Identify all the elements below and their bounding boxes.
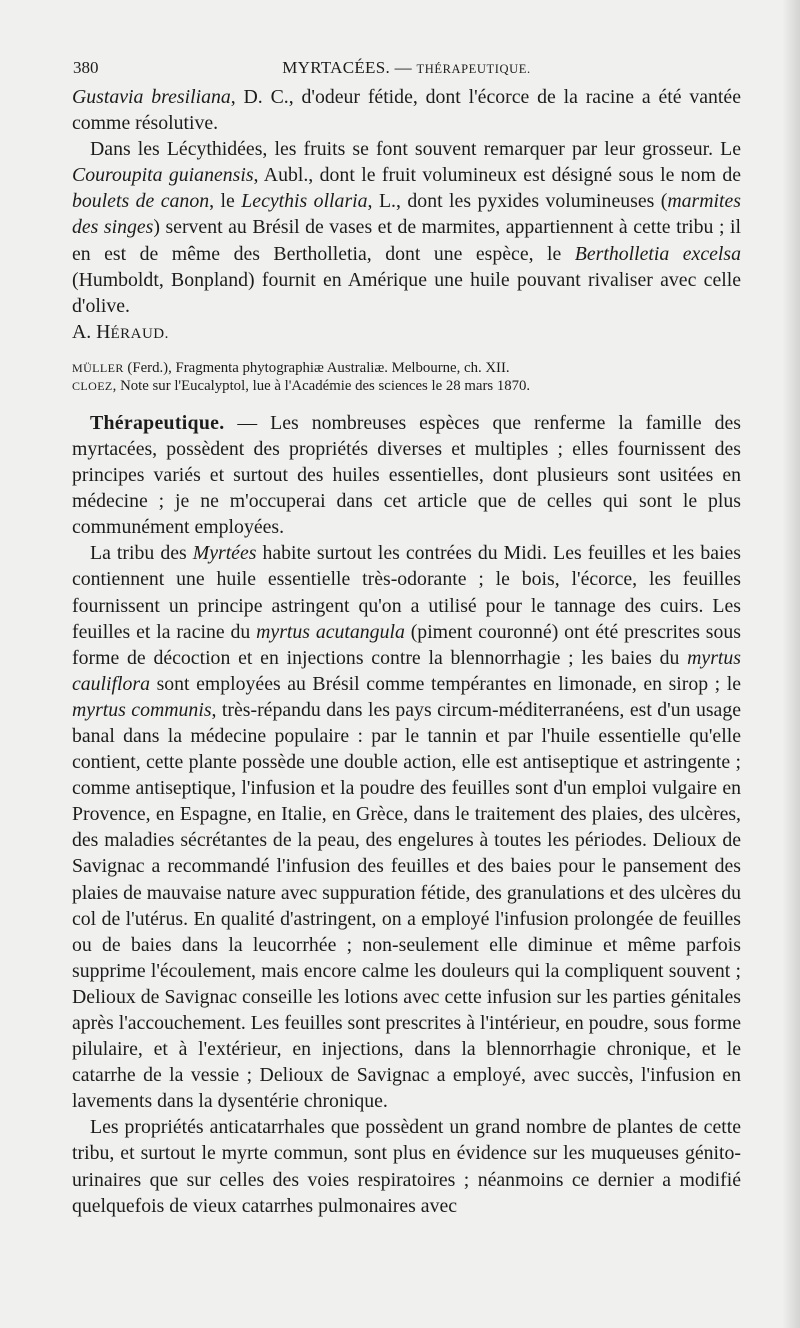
reference-text: (Ferd.), Fragmenta phytographiæ Australiæ. Melbourne, ch. XII. (123, 359, 510, 376)
signature-initial: A. H (72, 320, 111, 343)
running-header (73, 58, 740, 82)
common-name: boulets de canon (72, 190, 210, 213)
paragraph-therapeutique-intro (72, 410, 741, 540)
running-title-section: THÉRAPEUTIQUE. (416, 62, 531, 76)
page-number: 380 (73, 58, 99, 77)
paragraph-gustavia (72, 84, 741, 136)
page-edge-shadow (782, 0, 800, 1328)
paragraph-text: , D. C., d'odeur fétide, dont l'écorce de la racine a été vantée comme résolutive. (72, 86, 741, 135)
taxon-name: Bertholletia excelsa (574, 242, 741, 265)
paragraph-text: (piment couronné) ont été prescrites sous forme de décoction et en injections contre la blennorrhagie ; les baies du (72, 620, 741, 669)
taxon-name: Gustavia bresiliana (72, 86, 231, 108)
paragraph-text: La tribu des (90, 542, 193, 565)
paragraph-myrtees (72, 540, 741, 1114)
running-title-family: MYRTACÉES. — (282, 58, 412, 77)
taxon-name: myrtus communis (72, 698, 212, 721)
paragraph-anticatarrhales: Les propriétés anticatarrhales que possèdent un grand nombre de plantes de cette tribu, et surtout le myrte commun, sont plus en évidence sur les muqueuses génito-urinaires que sur celles des voies respiratoires ; néanmoins ce dernier a modifié quelquefois de vieux catarrhes pulmonaires avec (72, 1116, 741, 1217)
taxon-name: myrtus cauliflora (72, 646, 741, 695)
paragraph-text: , Aubl., dont le fruit volumineux est désigné sous le nom de (253, 164, 741, 187)
paragraph-text: , très-répandu dans les pays circum-méditerranéens, est d'un usage banal dans la médecine populaire : par le tannin et par l'huile essentielle qu'elle contient, cette plante possède une double action, elle est antiseptique et astringente ; comme antiseptique, l'infusion et la poudre des feuilles sont d'un emploi vulgaire en Provence, en Espagne, en Italie, en Grèce, dans le traitement des plaies, des ulcères, des maladies sécrétantes de la peau, des engelures à toutes les périodes. Delioux de Savignac a recommandé l'infusion des feuilles et des baies pour le pansement des plaies de mauvaise nature avec suppuration fétide, des granulations et des ulcères du col de l'utérus. En qualité d'astringent, on a employé l'infusion prolongée de feuilles ou de baies dans la leucorrhée ; non-seulement elle diminue et même parfois supprime l'écoulement, mais encore calme les douleurs qui la compliquent souvent ; Delioux de Savignac conseille les lotions avec cette infusion sur les parties génitales après l'accouchement. Les feuilles sont prescrites à l'intérieur, en poudre, sous forme pilulaire, et à l'extérieur, en injections, dans la blennorrhagie chronique, et le catarrhe de la vessie ; Delioux de Savignac a employé, avec succès, l'infusion en lavements dans la dysentérie chronique. (72, 698, 741, 1113)
paragraph-text: Dans les Lécythidées, les fruits se font souvent remarquer par leur grosseur. Le (90, 138, 741, 161)
taxon-name: myrtus acutangula (256, 620, 405, 643)
bibliography (72, 359, 741, 396)
signature-surname: ÉRAUD. (110, 325, 169, 342)
paragraph-text: , le (209, 190, 242, 213)
taxon-name: Couroupita guianensis (72, 164, 254, 187)
reference-author: CLOEZ (72, 379, 113, 394)
paragraph-text: sont employées au Brésil comme tempérantes en limonade, en sirop ; le (150, 672, 741, 695)
paragraph-text: habite surtout les contrées du Midi. Les feuilles et les baies contiennent une huile essentielle très-odorante ; le bois, l'écorce, les feuilles fournissent un principe astringent qu'on a utilisé pour le tannage des cuirs. Les feuilles et la racine du (72, 542, 741, 643)
section-heading: Thérapeutique. (90, 411, 225, 434)
taxon-name: Lecythis ollaria (241, 190, 368, 213)
paragraph-text: , L., dont les pyxides volumineuses ( (367, 190, 668, 213)
taxon-name: Myrtées (192, 542, 257, 565)
reference-author: MÜLLER (72, 360, 124, 375)
paragraph-text: — Les nombreuses espèces que renferme la famille des myrtacées, possèdent des propriétés diverses et multiples ; elles fournissent des principes variés et surtout des huiles essentielles, dont plusieurs sont usitées en médecine ; je ne m'occuperai dans cet article que de celles qui sont le plus communément employées. (72, 411, 741, 539)
running-title (73, 58, 740, 78)
paragraph-lecythidees (72, 136, 741, 319)
page-body (72, 84, 741, 1219)
reference-entry (72, 377, 741, 396)
author-signature (72, 319, 741, 347)
paragraph-text: (Humboldt, Bonpland) fournit en Amérique une huile pouvant rivaliser avec celle d'olive. (72, 268, 741, 317)
reference-entry (72, 359, 741, 378)
paragraph-text: ) servent au Brésil de vases et de marmites, appartiennent à cette tribu ; il en est de même des Bertholletia, dont une espèce, le (72, 216, 741, 265)
reference-text: , Note sur l'Eucalyptol, lue à l'Académie des sciences le 28 mars 1870. (112, 378, 531, 395)
common-name: marmites des singes (72, 190, 741, 239)
